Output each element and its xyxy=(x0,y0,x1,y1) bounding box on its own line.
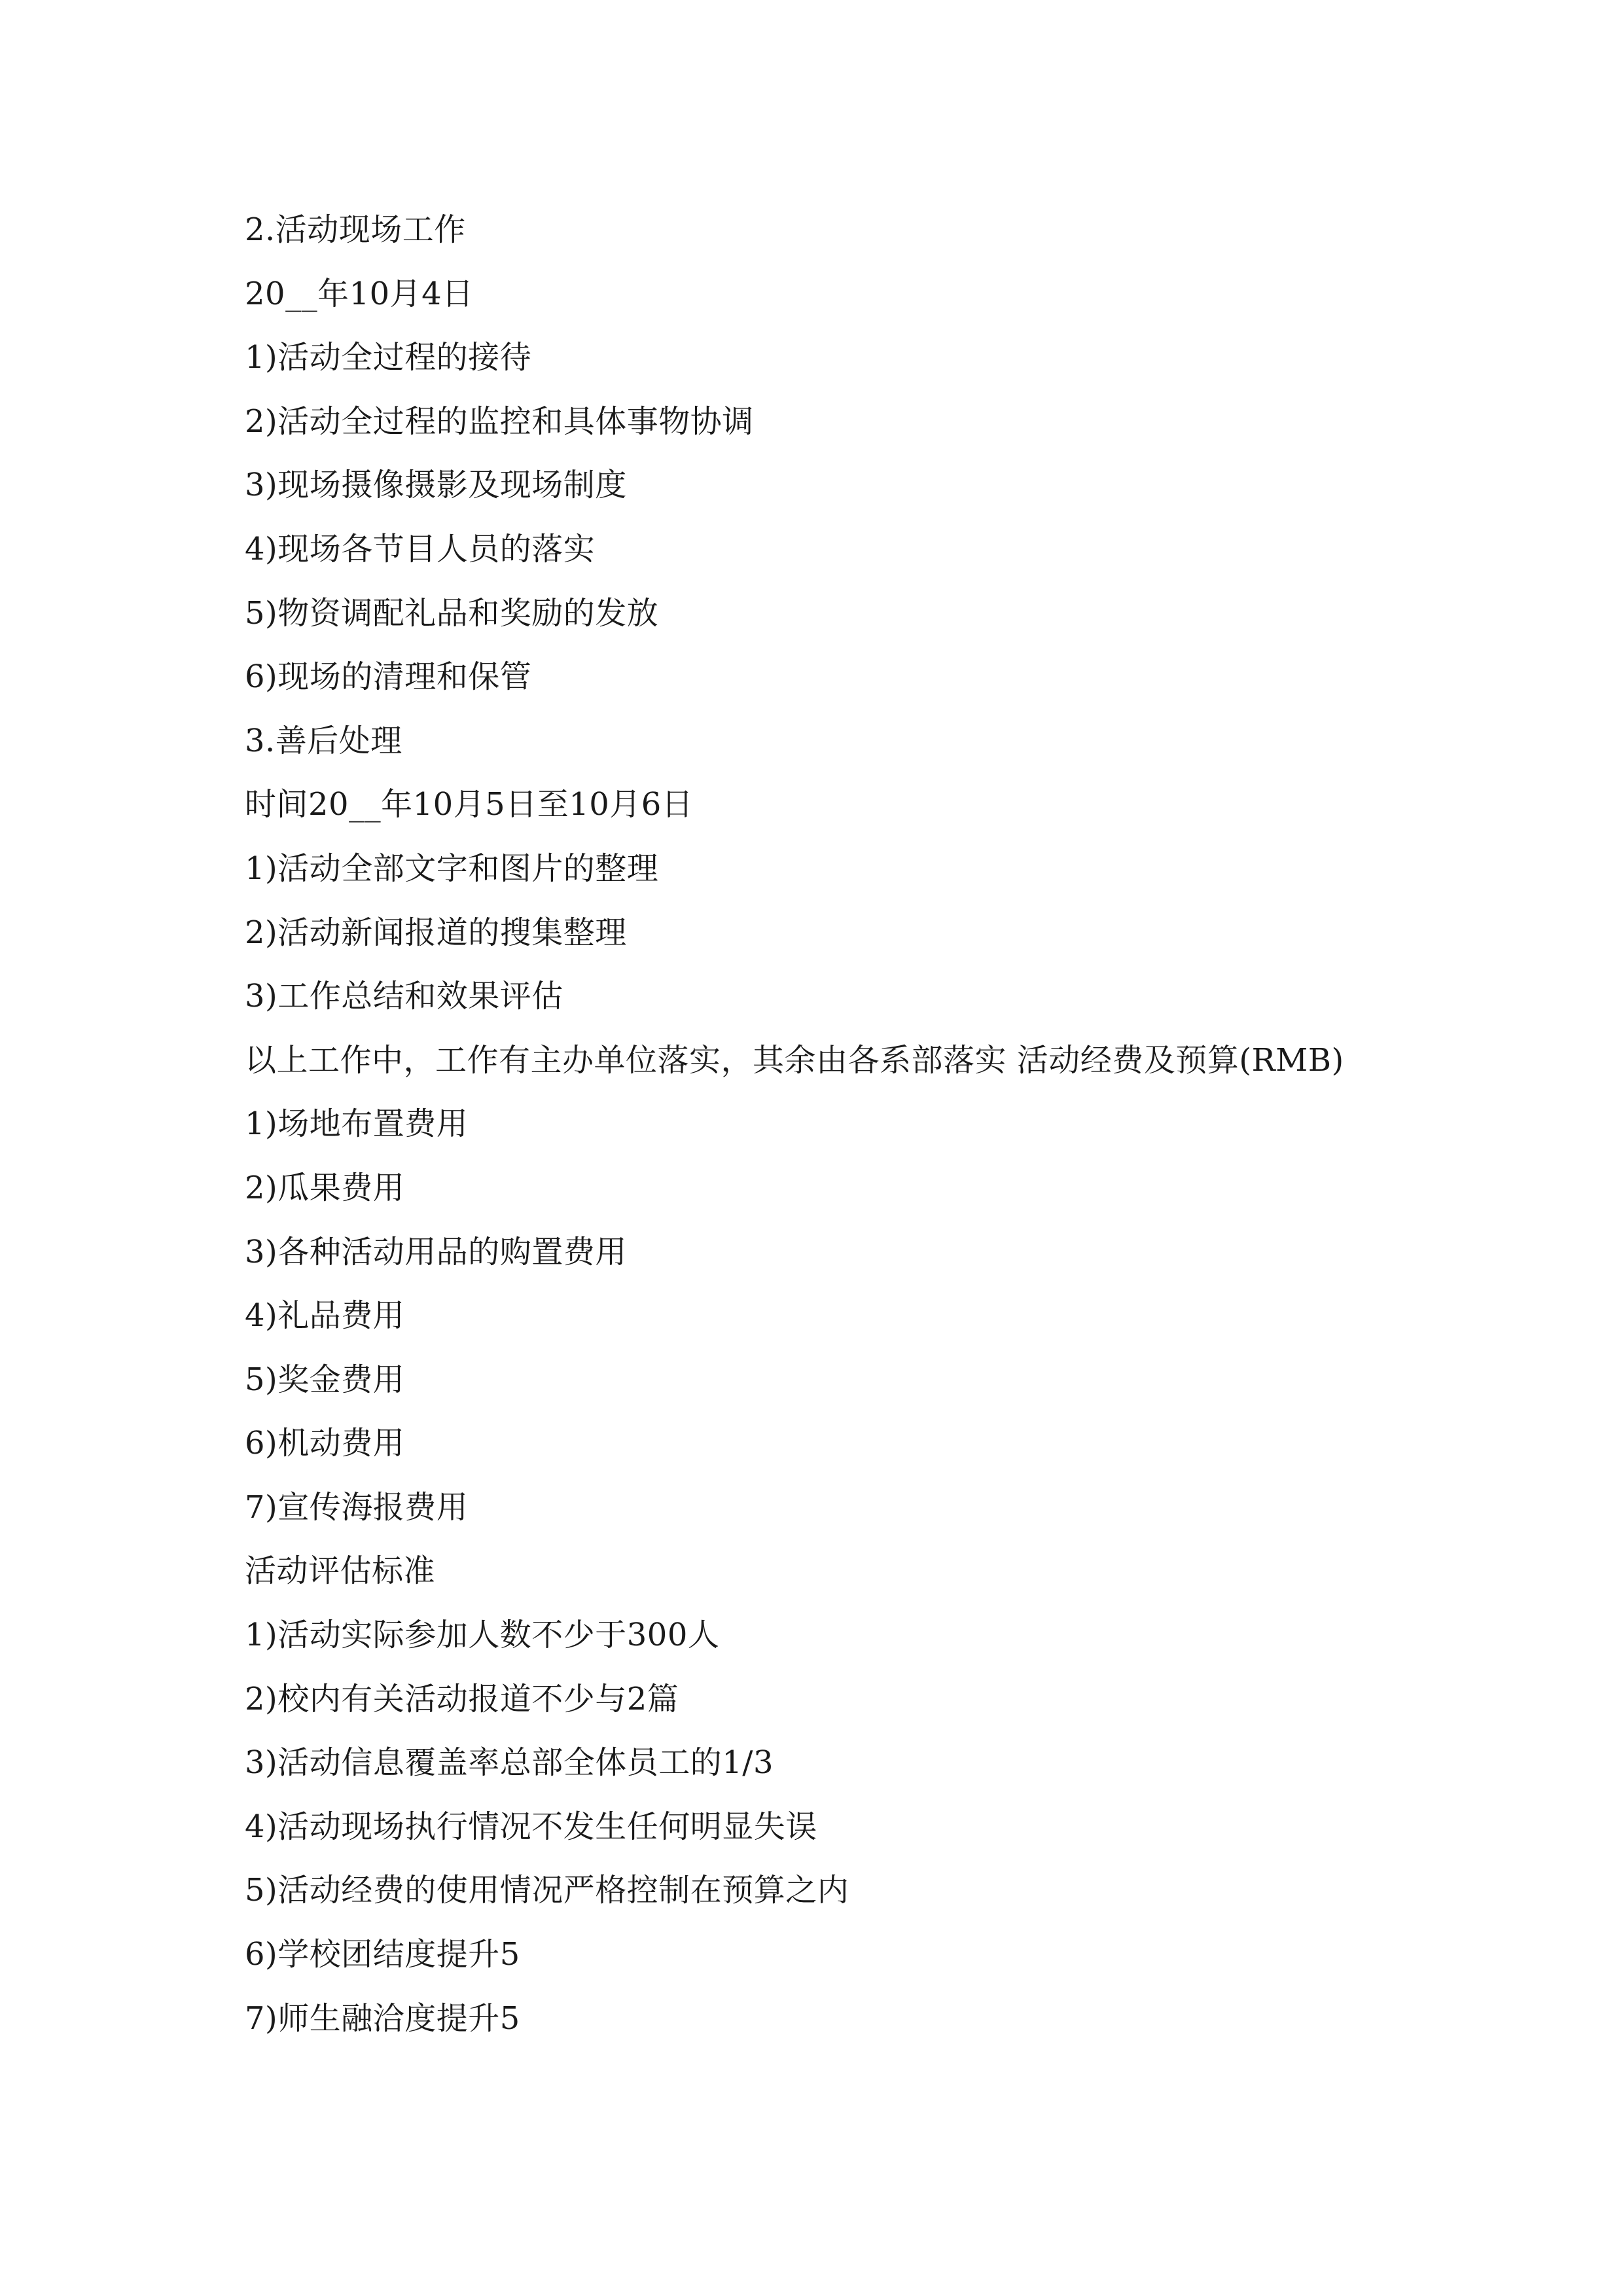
section-heading-onsite-work: 2.活动现场工作 xyxy=(245,211,466,248)
evaluation-item-7: 7)师生融洽度提升5 xyxy=(245,2000,520,2037)
section-heading-aftermath: 3.善后处理 xyxy=(245,722,402,759)
evaluation-item-6: 6)学校团结度提升5 xyxy=(245,1936,520,1973)
budget-item-4: 4)礼品费用 xyxy=(245,1297,405,1335)
budget-item-2: 2)瓜果费用 xyxy=(245,1169,405,1206)
aftermath-date: 时间20__年10月5日至10月6日 xyxy=(245,786,694,823)
onsite-item-4: 4)现场各节目人员的落实 xyxy=(245,530,596,567)
budget-item-1: 1)场地布置费用 xyxy=(245,1105,469,1143)
budget-item-5: 5)奖金费用 xyxy=(245,1361,405,1398)
evaluation-item-5: 5)活动经费的使用情况严格控制在预算之内 xyxy=(245,1872,849,1909)
evaluation-item-4: 4)活动现场执行情况不发生任何明显失误 xyxy=(245,1808,817,1845)
onsite-item-2: 2)活动全过程的监控和具体事物协调 xyxy=(245,403,754,440)
aftermath-item-1: 1)活动全部文字和图片的整理 xyxy=(245,850,659,887)
onsite-item-5: 5)物资调配礼品和奖励的发放 xyxy=(245,594,659,632)
evaluation-item-3: 3)活动信息覆盖率总部全体员工的1/3 xyxy=(245,1744,774,1782)
budget-item-7: 7)宣传海报费用 xyxy=(245,1488,469,1526)
budget-intro-text: 以上工作中，工作有主办单位落实，其余由各系部落实 活动经费及预算(RMB) xyxy=(245,1041,1344,1079)
document-body xyxy=(245,206,1423,2058)
aftermath-item-3: 3)工作总结和效果评估 xyxy=(245,978,563,1015)
aftermath-item-2: 2)活动新闻报道的搜集整理 xyxy=(245,914,627,951)
onsite-item-3: 3)现场摄像摄影及现场制度 xyxy=(245,467,627,504)
section-heading-evaluation: 活动评估标准 xyxy=(245,1552,436,1590)
evaluation-item-2: 2)校内有关活动报道不少与2篇 xyxy=(245,1680,679,1717)
onsite-work-date: 20__年10月4日 xyxy=(245,275,474,312)
evaluation-item-1: 1)活动实际参加人数不少于300人 xyxy=(245,1617,720,1654)
budget-item-6: 6)机动费用 xyxy=(245,1425,405,1462)
onsite-item-6: 6)现场的清理和保管 xyxy=(245,658,532,696)
budget-item-3: 3)各种活动用品的购置费用 xyxy=(245,1233,627,1270)
onsite-item-1: 1)活动全过程的接待 xyxy=(245,339,532,376)
